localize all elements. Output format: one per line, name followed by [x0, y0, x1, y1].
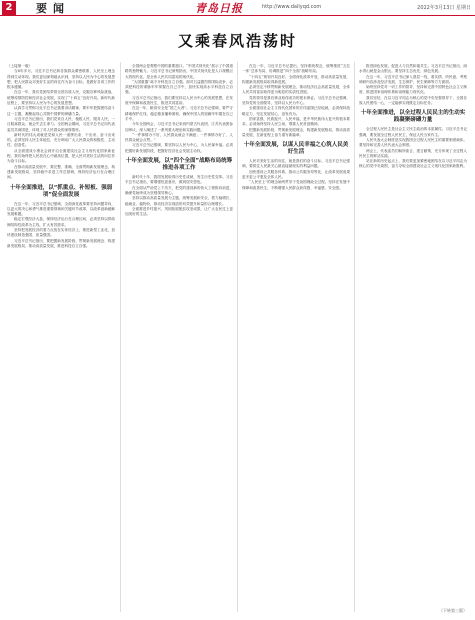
article-headline: 又乘春风浩荡时 — [177, 32, 297, 50]
section-subhead: 十年全面发展，以谋人民幸福之心筑人民美好生活 — [243, 142, 349, 156]
publication-date: 2022年3月13日 星期日 — [417, 5, 471, 11]
body-paragraph: 认真学习贯彻习近平总书记重要讲话精神，要牢牢把握团结奋斗这一主题，凝聚起同心共圆中国梦的磅礴力量。 — [7, 106, 115, 116]
article-column-1 — [7, 64, 115, 612]
section-subhead: 十年全面发展，以“四个全面”战略布局统筹推进各项工作 — [125, 158, 233, 172]
body-paragraph: 坚持以推动高质量发展为主题，统筹发展和安全，着力稳增长、稳就业、稳物价，推动经济实现质的有效提升和量的合理增长。 — [125, 196, 233, 206]
masthead-rule — [0, 15, 475, 16]
column-divider — [354, 62, 355, 612]
body-paragraph: 全面推进乡村振兴，巩固拓展脱贫攻坚成果，让广大农民过上更加美好的生活。 — [125, 206, 233, 217]
column-divider — [237, 62, 238, 612]
article-column-2 — [125, 64, 233, 612]
body-paragraph: 党的领导是我们事业取得成功的根本保证。习近平总书记强调，坚持党的全面领导，坚持以人民为中心。 — [242, 95, 350, 106]
body-paragraph: 我们坚信，在以习近平同志为核心的党中央坚强领导下，全国各族人民团结一心，一定能够实现既定目标任务。 — [359, 95, 467, 106]
section-title: 要闻 — [36, 2, 70, 15]
body-paragraph: 坚持把发展经济的着力点放在实体经济上，推进新型工业化，加快建设制造强国、质量强国。 — [7, 228, 115, 238]
body-paragraph: 全面建设社会主义现代化国家的宏伟蓝图已经绘就，必须保持战略定力，坚定发展信心，奋发有为。 — [242, 106, 350, 116]
body-paragraph: 在全面从严治党上下功夫，把党的建设新的伟大工程推向前进，确保党始终成为坚强领导核心。 — [125, 185, 233, 195]
section-subhead: 十年全面推进，以全过程人民民主的生动实践凝聚磅礴力量 — [360, 110, 466, 124]
body-paragraph: 全国两会是观察中国的重要窗口。“中国式现代化”展示了中国道路的独特魅力。习近平总书记深刻指出，中国式现代化是人口规模巨大的现代化，是全体人民共同富裕的现代化。 — [125, 64, 233, 79]
page-masthead — [0, 0, 475, 16]
article-column-3 — [242, 64, 350, 612]
body-paragraph: 在这一年，我们党团结带领全国各族人民，克服各种风险挑战，统筹疫情防控和经济社会发展，实现了“十四五”良好开局。新时代新征程上，要坚持以人民为中心的发展思想。 — [7, 90, 115, 106]
body-paragraph: “一件事情办不好，人民群众就会不满意；一件事情办好了，人民群众就会点赞。” — [125, 132, 233, 143]
page-number-badge: 2 — [2, 1, 16, 15]
body-paragraph: 习近平总书记指出，我们要坚持以人民为中心的发展思想，在发展中保障和改善民生，推进共同富裕。 — [125, 95, 233, 106]
body-paragraph: 始终坚持党对一切工作的领导，坚持和完善中国特色社会主义制度，推进国家治理体系和治理能力现代化。 — [359, 85, 467, 95]
body-paragraph: 在这一年，粮食安全是“国之大者”。习近平总书记强调，要严守耕地保护红线，稳定粮食播种面积，确保中国人的饭碗牢牢端在自己手中。 — [125, 106, 233, 121]
body-paragraph: 习近平总书记指出，要把握新发展阶段、贯彻新发展理念、构建新发展格局，推动高质量发展，推进科技自立自强。 — [7, 238, 115, 248]
body-paragraph: 把握新发展阶段，贯彻新发展理念，构建新发展格局，推动高质量发展，在新征程上奋力谱写新篇章。 — [242, 127, 350, 137]
body-paragraph: 国家富强、民族振兴、人民幸福，是中华民族伟大复兴的根本要求。必须始终坚持人民立场，尊重人民首创精神。 — [242, 116, 350, 127]
section-subhead: 十年全面推进，以“抓重点、补短板、强弱项”促全面发展 — [9, 184, 113, 198]
body-paragraph: 必须坚定不移贯彻新发展理念，推动经济社会高质量发展，全体人民共同富裕取得更为明显的实质性进展。 — [242, 85, 350, 95]
body-paragraph: 习近平总书记指出，我们党来自人民、植根人民、服务人民，一旦脱离群众，就会失去生命力。全国两会期间，习近平总书记同代表委员共商国是，体现了对人民群众的深厚情怀。 — [7, 116, 115, 132]
body-paragraph: 全过程人民民主是社会主义民主政治的本质属性。习近平总书记强调，要发展全过程人民民主，保证人民当家作主。 — [359, 127, 467, 137]
continued-from-note: （上接第一版） — [7, 64, 33, 68]
body-paragraph: 加快建设公共服务体系，推动公共服务均等化，让改革发展成果更多更公平惠及全体人民。 — [242, 169, 350, 180]
body-paragraph: “十四五”规划开局良好，全面深化改革开放，推动高质量发展，构建新发展格局取得新进展。 — [242, 74, 350, 84]
body-paragraph: 新时代的伟大成就是党和人民一道拼出来、干出来、奋斗出来的。必须坚持人民主体地位，充分调动广大人民群众的积极性、主动性、创造性。 — [7, 132, 115, 148]
body-paragraph: 今年全国两会，习近平总书记来到内蒙古代表团、江苏代表团参加审议，深入阐述了一系列重大理论和实践问题。 — [125, 122, 233, 132]
body-paragraph: 在这一年，习近平总书记深入基层一线，看实情、听民意，考察调研内容涉及经济发展、生态保护、民生保障等方方面面。 — [359, 74, 467, 84]
body-paragraph: 人民对美好生活的向往，就是我们的奋斗目标。习近平总书记强调，要抓住人民最关心最直接最现实的利益问题。 — [242, 159, 350, 169]
body-paragraph: 习近平总书记强调，要坚持以人民为中心，为人民谋幸福。必须把握好新发展阶段，把握好经济社会发展主动权。 — [125, 143, 233, 153]
body-paragraph: 从全面建成小康社会到开启全面建设社会主义现代化国家新征程，我们始终把人民放在心中最高位置，把人民对美好生活的向往作为奋斗目标。 — [7, 148, 115, 164]
column-divider — [120, 62, 121, 612]
body-paragraph: 两会上，代表委员们畅所欲言，建言献策，充分体现了全过程人民民主的鲜活实践。 — [359, 148, 467, 158]
website-url[interactable]: http://www.dailyqd.com — [262, 4, 322, 10]
body-paragraph: 人民代表大会制度是实现我国全过程人民民主的重要制度载体。要坚持和完善人民代表大会制度。 — [359, 137, 467, 148]
body-paragraph: 站在新的历史起点上，我们要更加紧密地团结在以习近平同志为核心的党中央周围，奋力夺取全面建设社会主义现代化国家新胜利。 — [359, 159, 467, 169]
body-paragraph: 稳定宏观经济大盘，保持经济运行在合理区间，必须坚持以供给侧结构性改革为主线，扩大有效需求。 — [7, 217, 115, 227]
body-paragraph: 在这一年，习近平总书记强调，全面深化改革要坚持问题导向，以更大的决心和勇气推进重要领域和关键环节改革，以改革创新破解发展难题。 — [7, 201, 115, 217]
body-paragraph: 新时代十年，我国发展取得历史性成就、发生历史性变革。习近平总书记指出，要增强忧患意识，做到居安思危。 — [125, 175, 233, 185]
body-paragraph: 在这一年，习近平总书记提出，坚持系统观念，统筹推进“五位一体”总体布局、协调推进“四个全面”战略布局。 — [242, 64, 350, 74]
body-paragraph: “大国重器”离不开科技自立自强。面对日益激烈的国际竞争，必须把科技的命脉牢牢掌握在自己手中，加快实现高水平科技自立自强。 — [125, 79, 233, 95]
body-paragraph: 推进绿色发展，促进人与自然和谐共生。习近平总书记指出，绿水青山就是金山银山，要坚持生态优先、绿色发展。 — [359, 64, 467, 74]
body-paragraph: 当6年多月，习近平总书记和各族群众紧密联系，人民至上理念得到生动体现。我们更加深刻地认识到，坚持以人民为中心的发展思想，把人民群众对美好生活的向往作为奋斗目标，是做好各项工作的根本遵循。 — [7, 69, 115, 90]
continued-note: （下转第三版） — [439, 608, 467, 613]
newspaper-logo: 青岛日报 — [195, 2, 243, 15]
body-paragraph: “人民至上”的理念始终贯穿于党治国理政全过程。坚持在发展中保障和改善民生，不断增强人民群众获得感、幸福感、安全感。 — [242, 180, 350, 190]
body-paragraph: 在推动高质量发展中，要完整、准确、全面贯彻新发展理念，构建新发展格局，坚持稳中求进工作总基调，保持经济运行在合理区间。 — [7, 164, 115, 180]
article-column-4 — [359, 64, 467, 612]
